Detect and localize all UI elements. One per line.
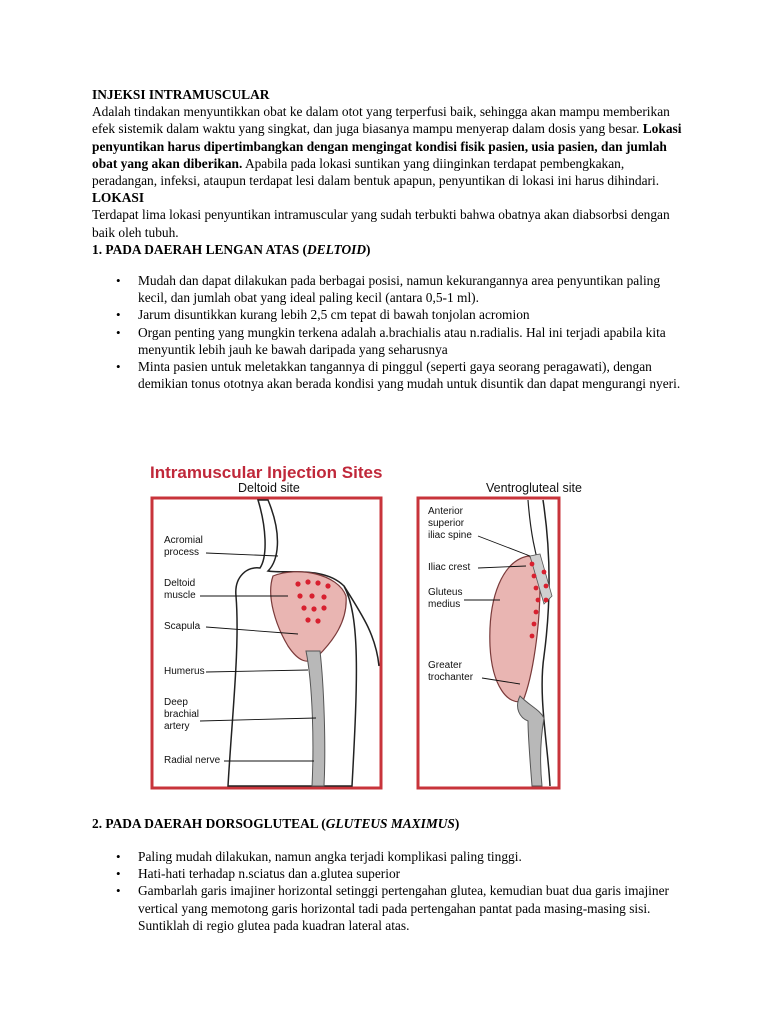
list-item: • Mudah dan dapat dilakukan pada berbagai posisi, namun kekurangannya area penyuntikan paling kecil, dan jumlah obat yang ideal paling kecil (antara 0,5-1 ml). [138,272,692,306]
section-2-italic: GLUTEUS MAXIMUS [325,816,455,831]
list-item: • Hati-hati terhadap n.sciatus dan a.glutea superior [138,865,692,882]
intro-plain: Adalah tindakan menyuntikkan obat ke dalam otot yang terperfusi baik, sehingga akan mampu memberikan efek sistemik dalam waktu yang singkat, dan juga biasanya mampu menyerap dalam dosis yang besar. [92,104,670,137]
label-superior: superior [428,518,465,529]
list-item: • Minta pasien untuk meletakkan tangannya di pinggul (seperti gaya seorang peragawati), dengan demikian tonus ototnya akan berada kondisi yang mudah untuk disuntik dan dapat mengurangi nyeri. [138,358,692,392]
label-humerus: Humerus [164,666,205,677]
label-greater: Greater [428,660,462,671]
list-item: • Jarum disuntikkan kurang lebih 2,5 cm tepat di bawah tonjolan acromion [138,306,692,323]
anatomy-illustration [148,456,582,794]
section-2-list-container [92,848,692,934]
ventrogluteal-caption: Ventrogluteal site [486,481,582,495]
section-2-heading [92,815,692,832]
document-body [92,86,692,392]
lokasi-heading: LOKASI [92,190,145,206]
page-title: INJEKSI INTRAMUSCULAR [92,87,270,102]
label-gluteus: Gluteus [428,587,463,598]
label-radial-nerve: Radial nerve [164,755,221,766]
intro-bold: Lokasi penyuntikan harus dipertimbangkan dengan mengingat kondisi fisik pasien, usia pasien, dan jumlah obat yang akan diberikan. [92,121,682,171]
section-2-suffix: ) [454,816,460,831]
lokasi-text: Terdapat lima lokasi penyuntikan intramuscular yang sudah terbukti bahwa obatnya akan diabsorbsi dengan baik oleh tubuh. [92,207,670,240]
label-anterior: Anterior [428,506,464,517]
section-1-suffix: ) [366,241,371,257]
section-1-prefix: 1. PADA DAERAH LENGAN ATAS ( [92,241,308,257]
section-2-prefix: 2. PADA DAERAH DORSOGLUTEAL ( [92,816,326,831]
label-brachial: brachial [164,709,200,720]
deltoid-caption: Deltoid site [238,481,300,495]
injection-sites-figure [148,456,582,794]
label-muscle: muscle [164,590,196,601]
intro-tail: Apabila pada lokasi suntikan yang diinginkan terdapat pembengkakan, peradangan, infeksi, ataupun terdapat lesi dalam bentuk apapun, penyuntikan di lokasi ini harus dihindari. [92,155,660,189]
list-item: • Paling mudah dilakukan, namun angka terjadi komplikasi paling tinggi. [138,848,692,865]
label-iliac-crest: Iliac crest [428,562,471,573]
section-2-list [92,848,692,934]
label-artery: artery [164,721,190,732]
label-iliac-spine: iliac spine [428,530,472,541]
label-deltoid: Deltoid [164,578,196,589]
label-process: process [164,547,200,558]
list-item: • Gambarlah garis imajiner horizontal setinggi pertengahan glutea, kemudian buat dua garis imajiner vertical yang memotong garis horizontal tadi pada pertengahan pantat pada masing-masing sisi. Suntiklah di regio glutea pada kuadran lateral atas. [138,882,692,934]
section-1-list [92,272,692,392]
intro-paragraph [92,103,692,189]
label-medius: medius [428,599,461,610]
section-1-italic: DELTOID [307,241,367,257]
figure-title: Intramuscular Injection Sites [150,463,383,482]
label-trochanter: trochanter [428,672,474,683]
label-scapula: Scapula [164,621,201,632]
label-deep: Deep [164,697,188,708]
label-acromial: Acromial [164,535,203,546]
list-item: • Organ penting yang mungkin terkena adalah a.brachialis atau n.radialis. Hal ini terjadi apabila kita menyuntik lebih jauh ke bawah daripada yang seharusnya [138,324,692,358]
section-1-heading [92,241,692,258]
